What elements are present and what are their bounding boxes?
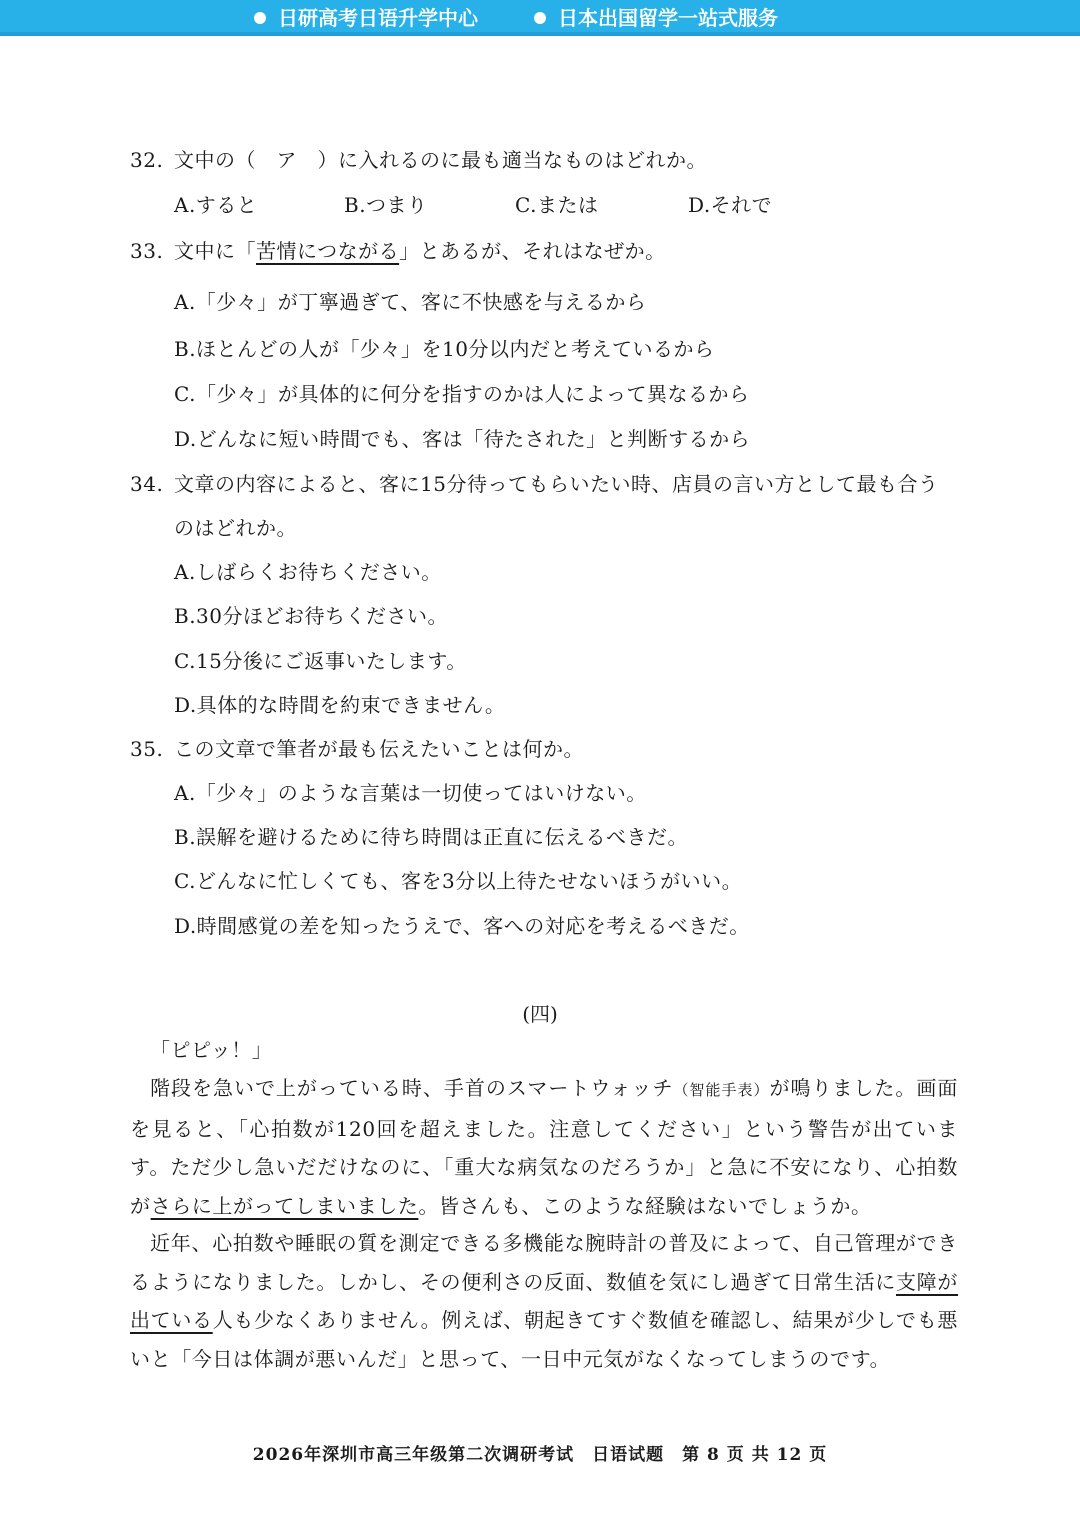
question-number: 35. bbox=[130, 737, 164, 761]
option-b: B.ほとんどの人が「少々」を10分以内だと考えているから bbox=[174, 337, 715, 361]
paragraph-text: 階段を急いで上がっている時、手首のスマートウォッチ bbox=[150, 1076, 674, 1100]
option-c: C.どんなに忙しくても、客を3分以上待たせないほうがいい。 bbox=[174, 869, 743, 893]
option-a: A.「少々」が丁寧過ぎて、客に不快感を与えるから bbox=[174, 290, 647, 314]
question-number: 33. bbox=[130, 239, 164, 263]
passage-opening: 「ピピッ！」 bbox=[150, 1038, 273, 1062]
option-a: A.すると bbox=[174, 193, 258, 217]
banner-item-service bbox=[534, 5, 778, 31]
header-banner bbox=[0, 0, 1080, 36]
question-33 bbox=[130, 237, 666, 265]
question-text-pre: 文中に「 bbox=[174, 239, 256, 263]
option-c: C.または bbox=[515, 193, 599, 217]
option-a: A.しばらくお待ちください。 bbox=[174, 560, 442, 584]
question-text: この文章で筆者が最も伝えたいことは何か。 bbox=[174, 737, 584, 761]
question-number: 32. bbox=[130, 148, 164, 172]
question-34 bbox=[130, 470, 938, 498]
options-32 bbox=[0, 191, 1080, 219]
option-d: D.どんなに短い時間でも、客は「待たされた」と判断するから bbox=[174, 427, 751, 451]
page-footer: 2026年深圳市高三年级第二次调研考试 日语试题 第 8 页 共 12 页 bbox=[252, 1445, 828, 1465]
passage-paragraph-1 bbox=[130, 1069, 958, 1225]
option-c: C.「少々」が具体的に何分を指すのかは人によって異なるから bbox=[174, 382, 750, 406]
option-b: B.誤解を避けるために待ち時間は正直に伝えるべきだ。 bbox=[174, 825, 689, 849]
bullet-icon bbox=[534, 12, 546, 24]
option-d: D.時間感覚の差を知ったうえで、客への対応を考えるべきだ。 bbox=[174, 914, 750, 938]
passage-paragraph-2 bbox=[130, 1224, 958, 1378]
paragraph-text: 人も少なくありません。例えば、朝起きてすぐ数値を確認し、結果が少しでも悪いと「今日は体調が悪いんだ」と思って、一日中元気がなくなってしまうのです。 bbox=[130, 1308, 958, 1371]
bullet-icon bbox=[254, 12, 266, 24]
option-c: C.15分後にご返事いたします。 bbox=[174, 649, 467, 673]
banner-text-center: 日研高考日语升学中心 bbox=[278, 6, 478, 30]
question-number: 34. bbox=[130, 472, 164, 496]
section-title: (四) bbox=[522, 1002, 558, 1026]
paragraph-text: 。皆さんも、このような経験はないでしょうか。 bbox=[418, 1193, 872, 1218]
option-a: A.「少々」のような言葉は一切使ってはいけない。 bbox=[174, 781, 647, 805]
question-34-continued: のはどれか。 bbox=[174, 516, 297, 540]
option-d: D.具体的な時間を約束できません。 bbox=[174, 693, 506, 717]
underlined-phrase: 苦情につながる bbox=[256, 239, 400, 263]
option-d: D.それで bbox=[688, 193, 773, 217]
question-35 bbox=[130, 735, 584, 763]
underlined-phrase: さらに上がってしまいました bbox=[150, 1193, 419, 1218]
question-text: 文章の内容によると、客に15分待ってもらいたい時、店員の言い方として最も合う bbox=[174, 472, 939, 496]
underlined-phrase: 支障が出ている bbox=[130, 1269, 958, 1332]
paragraph-text: が鳴りました。画面を見ると、「心拍数が120回を超えました。注意してください」という警告が出ています。ただ少し急いだだけなのに、「重大な病気なのだろうか」と急に不安になり、心拍数が bbox=[130, 1076, 958, 1218]
banner-item-center bbox=[254, 5, 478, 31]
question-32 bbox=[130, 146, 707, 174]
annotation-note: （智能手表） bbox=[673, 1081, 770, 1099]
question-text: 文中の（ ア ）に入れるのに最も適当なものはどれか。 bbox=[174, 148, 707, 172]
question-text-post: 」とあるが、それはなぜか。 bbox=[399, 239, 666, 263]
paragraph-text: 近年、心拍数や睡眠の質を測定できる多機能な腕時計の普及によって、自己管理ができるようになりました。しかし、その便利さの反面、数値を気にし過ぎて日常生活に bbox=[130, 1231, 958, 1294]
banner-text-service: 日本出国留学一站式服务 bbox=[558, 6, 778, 30]
option-b: B.つまり bbox=[344, 193, 428, 217]
option-b: B.30分ほどお待ちください。 bbox=[174, 604, 449, 628]
